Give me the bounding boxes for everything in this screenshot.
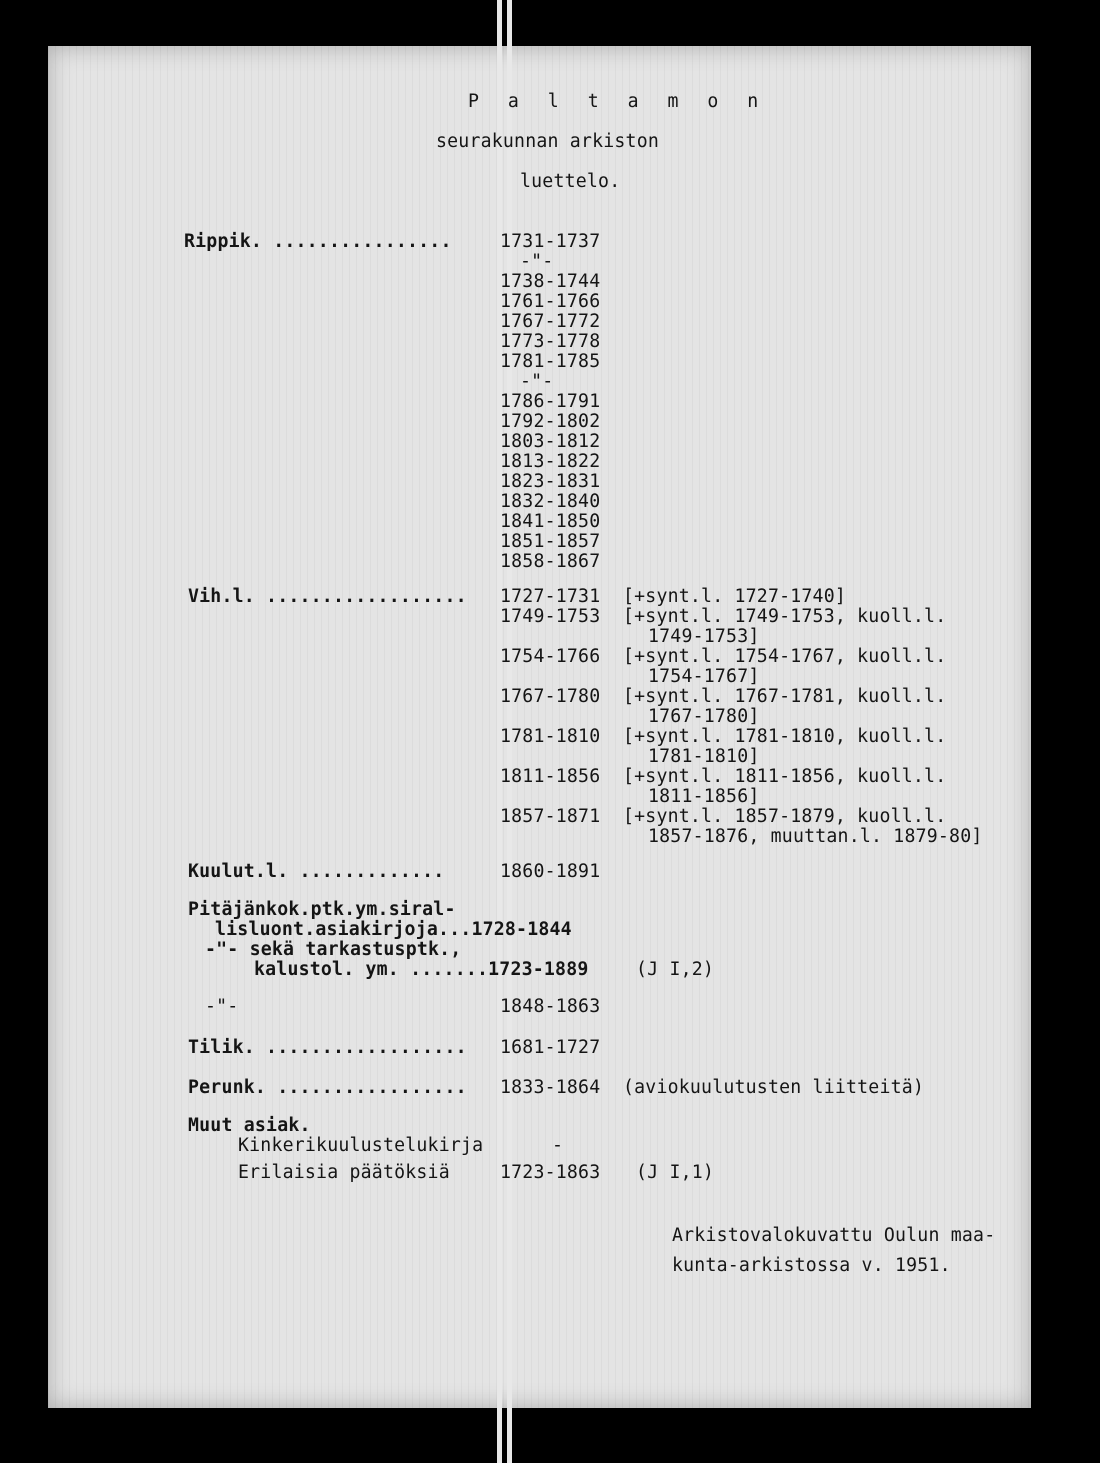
perunk-years: 1833-1864: [500, 1077, 601, 1098]
muut-item-1: Kinkerikuulustelukirja: [238, 1135, 484, 1156]
kuulut-years: 1860-1891: [500, 861, 601, 882]
vihl-row-continuation: 1754-1767]: [648, 666, 760, 687]
rippik-year: 1823-1831: [500, 471, 601, 492]
rippik-year: 1851-1857: [500, 531, 601, 552]
muut-item-1-years: -: [552, 1135, 564, 1156]
rippik-year: 1832-1840: [500, 491, 601, 512]
rippik-year: 1761-1766: [500, 291, 601, 312]
muut-item-2-note: (J I,1): [636, 1162, 715, 1183]
vihl-row-years: 1754-1766: [500, 646, 601, 667]
muut-item-2: Erilaisia päätöksiä: [238, 1162, 450, 1183]
rippik-year: 1786-1791: [500, 391, 601, 412]
vihl-row-note: [+synt.l. 1857-1879, kuoll.l.: [623, 806, 947, 827]
perunk-label: Perunk. .................: [188, 1077, 467, 1098]
rippik-year: 1858-1867: [500, 551, 601, 572]
vihl-row-years: 1811-1856: [500, 766, 601, 787]
document-subtitle: seurakunnan arkiston: [436, 131, 659, 152]
vihl-row-years: 1749-1753: [500, 606, 601, 627]
rippik-year: 1773-1778: [500, 331, 601, 352]
muut-label: Muut asiak.: [188, 1115, 311, 1136]
footer-line-2: kunta-arkistossa v. 1951.: [672, 1255, 951, 1276]
kuulut-label: Kuulut.l. .............: [188, 861, 445, 882]
pitajankok-line2: lisluont.asiakirjoja...1728-1844: [215, 919, 572, 940]
pitajankok-note: (J I,2): [636, 959, 715, 980]
document-title: P a l t a m o n: [468, 91, 768, 112]
vihl-row-continuation: 1781-1810]: [648, 746, 760, 767]
vihl-row-years: 1727-1731: [500, 586, 601, 607]
pitajankok-line1: Pitäjänkok.ptk.ym.siral-: [188, 899, 456, 920]
vihl-row-note: [+synt.l. 1727-1740]: [623, 586, 846, 607]
rippik-year: 1803-1812: [500, 431, 601, 452]
vihl-row-continuation: 1811-1856]: [648, 786, 760, 807]
vihl-row-note: [+synt.l. 1811-1856, kuoll.l.: [623, 766, 947, 787]
document-subtitle-2: luettelo.: [520, 171, 621, 192]
vihl-row-continuation: 1767-1780]: [648, 706, 760, 727]
rippik-year: 1792-1802: [500, 411, 601, 432]
pitajankok-line3: -"- sekä tarkastusptk.,: [205, 939, 462, 960]
pitajankok-ditto: -"-: [205, 996, 239, 1017]
vihl-label: Vih.l. ..................: [188, 586, 467, 607]
vihl-row-note: [+synt.l. 1754-1767, kuoll.l.: [623, 646, 947, 667]
vihl-row-years: 1857-1871: [500, 806, 601, 827]
rippik-year: -"-: [520, 371, 554, 392]
pitajankok-line4: kalustol. ym. .......1723-1889: [254, 959, 589, 980]
vihl-row-years: 1781-1810: [500, 726, 601, 747]
rippik-year: 1781-1785: [500, 351, 601, 372]
vihl-row-continuation: 1749-1753]: [648, 626, 760, 647]
rippik-label: Rippik. ................: [184, 231, 452, 252]
rippik-year: 1767-1772: [500, 311, 601, 332]
rippik-year: 1738-1744: [500, 271, 601, 292]
rippik-year: 1841-1850: [500, 511, 601, 532]
vihl-row-years: 1767-1780: [500, 686, 601, 707]
pitajankok-ditto-years: 1848-1863: [500, 996, 601, 1017]
muut-item-2-years: 1723-1863: [500, 1162, 601, 1183]
rippik-year: -"-: [520, 251, 554, 272]
tilik-years: 1681-1727: [500, 1037, 601, 1058]
vihl-row-note: [+synt.l. 1767-1781, kuoll.l.: [623, 686, 947, 707]
vihl-row-continuation: 1857-1876, muuttan.l. 1879-80]: [648, 826, 983, 847]
rippik-year: 1731-1737: [500, 231, 601, 252]
tilik-label: Tilik. ..................: [188, 1037, 467, 1058]
footer-line-1: Arkistovalokuvattu Oulun maa-: [672, 1225, 996, 1246]
rippik-year: 1813-1822: [500, 451, 601, 472]
perunk-note: (aviokuulutusten liitteitä): [623, 1077, 925, 1098]
vihl-row-note: [+synt.l. 1749-1753, kuoll.l.: [623, 606, 947, 627]
vihl-row-note: [+synt.l. 1781-1810, kuoll.l.: [623, 726, 947, 747]
